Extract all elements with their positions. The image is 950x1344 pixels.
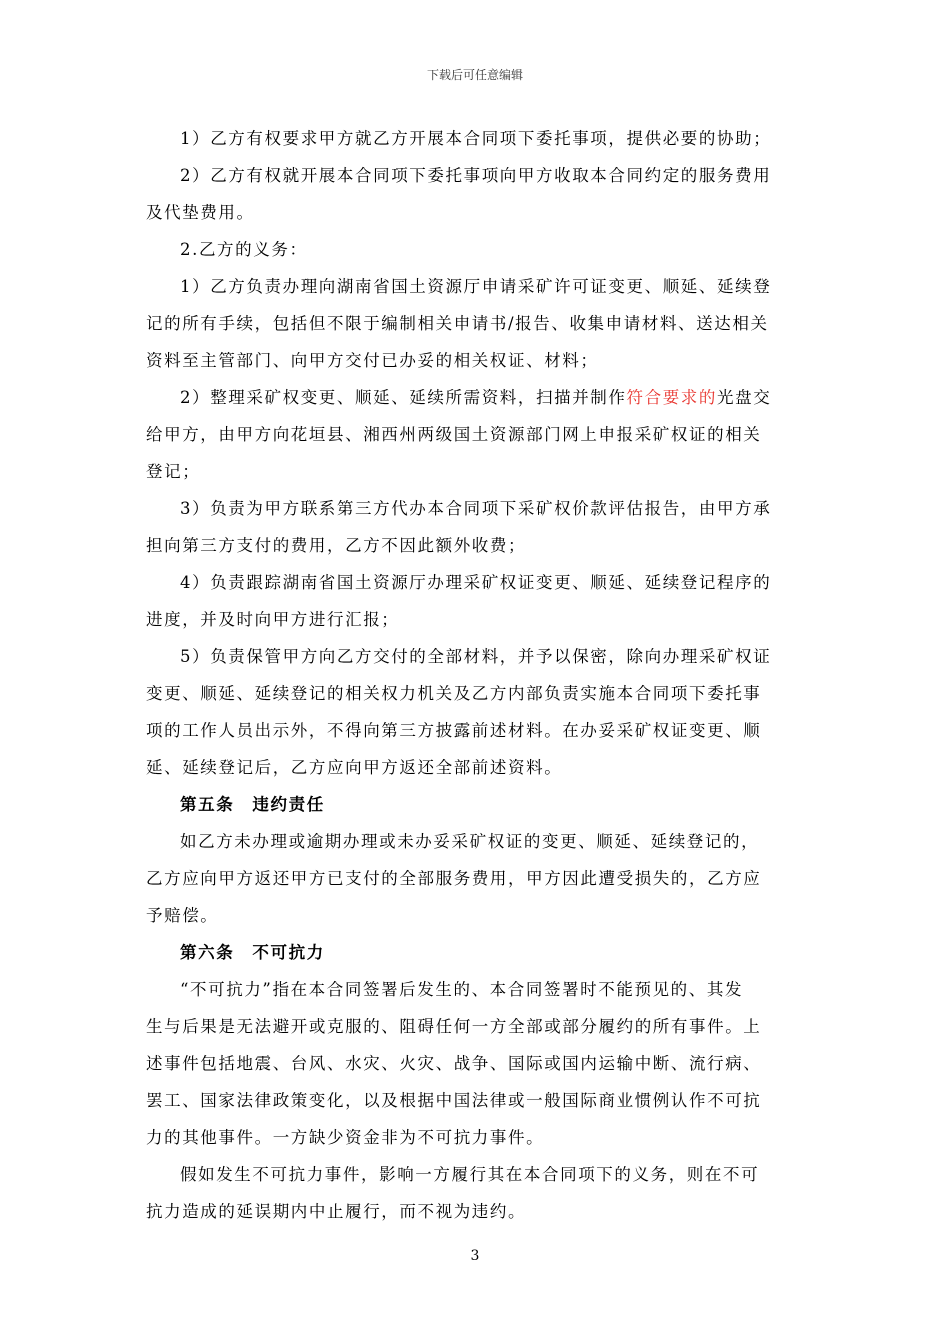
text-line: 述事件包括地震、台风、水灾、火灾、战争、国际或国内运输中断、流行病、 xyxy=(146,1054,762,1073)
paragraph-force-majeure-effect xyxy=(146,1156,806,1230)
paragraph-obligation-3 xyxy=(146,490,806,564)
text-line: 变更、顺延、延续登记的相关权力机关及乙方内部负责实施本合同项下委托事 xyxy=(146,684,762,703)
text-line: 担向第三方支付的费用，乙方不因此额外收费； xyxy=(146,536,527,555)
text-line: 力的其他事件。一方缺少资金非为不可抗力事件。 xyxy=(146,1128,545,1147)
text-line: 罢工、国家法律政策变化，以及根据中国法律或一般国际商业惯例认作不可抗 xyxy=(146,1091,762,1110)
text-line: 延、延续登记后，乙方应向甲方返还全部前述资料。 xyxy=(146,758,563,777)
text-line: 2.乙方的义务： xyxy=(180,240,308,259)
paragraph-breach xyxy=(146,823,806,934)
text-line: 生与后果是无法避开或克服的、阻碍任何一方全部或部分履约的所有事件。上 xyxy=(146,1017,762,1036)
text-line: 予赔偿。 xyxy=(146,906,219,925)
paragraph-force-majeure-definition xyxy=(146,971,806,1156)
paragraph-right-1 xyxy=(146,120,806,157)
paragraph-right-2 xyxy=(146,157,806,231)
text-segment: 光盘交 xyxy=(717,388,772,407)
text-line: 给甲方，由甲方向花垣县、湘西州两级国土资源部门网上申报采矿权证的相关 xyxy=(146,425,762,444)
text-line: 登记； xyxy=(146,462,201,481)
text-line: 5）负责保管甲方向乙方交付的全部材料，并予以保密，除向办理采矿权证 xyxy=(180,647,772,666)
document-body xyxy=(146,120,806,1230)
highlighted-text: 符合要求的 xyxy=(626,388,717,407)
text-line: 3）负责为甲方联系第三方代办本合同项下采矿权价款评估报告，由甲方承 xyxy=(180,499,772,518)
text-line: 1）乙方有权要求甲方就乙方开展本合同项下委托事项，提供必要的协助； xyxy=(180,129,772,148)
text-line: 资料至主管部门、向甲方交付已办妥的相关权证、材料； xyxy=(146,351,599,370)
text-line: 假如发生不可抗力事件，影响一方履行其在本合同项下的义务，则在不可 xyxy=(180,1165,760,1184)
text-line: 抗力造成的延误期内中止履行，而不视为违约。 xyxy=(146,1202,527,1221)
text-line: 2）乙方有权就开展本合同项下委托事项向甲方收取本合同约定的服务费用 xyxy=(180,166,772,185)
text-line: 1）乙方负责办理向湖南省国土资源厅申请采矿许可证变更、顺延、延续登 xyxy=(180,277,772,296)
text-line: 乙方应向甲方返还甲方已支付的全部服务费用，甲方因此遭受损失的，乙方应 xyxy=(146,869,762,888)
text-line: 及代垫费用。 xyxy=(146,203,255,222)
subheading-obligations xyxy=(146,231,806,268)
page-number: 3 xyxy=(470,1248,480,1264)
text-line: 如乙方未办理或逾期办理或未办妥采矿权证的变更、顺延、延续登记的， xyxy=(180,832,760,851)
article-5-heading: 第五条 违约责任 xyxy=(180,795,325,814)
paragraph-obligation-2 xyxy=(146,379,806,490)
paragraph-obligation-5 xyxy=(146,638,806,786)
text-line: 4）负责跟踪湖南省国土资源厅办理采矿权证变更、顺延、延续登记程序的 xyxy=(180,573,772,592)
text-segment: 2）整理采矿权变更、顺延、延续所需资料，扫描并制作 xyxy=(180,388,627,407)
text-line: “不可抗力”指在本合同签署后发生的、本合同签署时不能预见的、其发 xyxy=(180,980,744,999)
article-6-heading: 第六条 不可抗力 xyxy=(180,943,325,962)
text-line: 记的所有手续，包括但不限于编制相关申请书/报告、收集申请材料、送达相关 xyxy=(146,314,769,333)
paragraph-obligation-1 xyxy=(146,268,806,379)
paragraph-obligation-4 xyxy=(146,564,806,638)
text-line: 进度，并及时向甲方进行汇报； xyxy=(146,610,400,629)
text-line: 项的工作人员出示外，不得向第三方披露前述材料。在办妥采矿权证变更、顺 xyxy=(146,721,762,740)
page-header: 下载后可任意编辑 xyxy=(426,68,523,82)
text-line xyxy=(146,379,806,416)
